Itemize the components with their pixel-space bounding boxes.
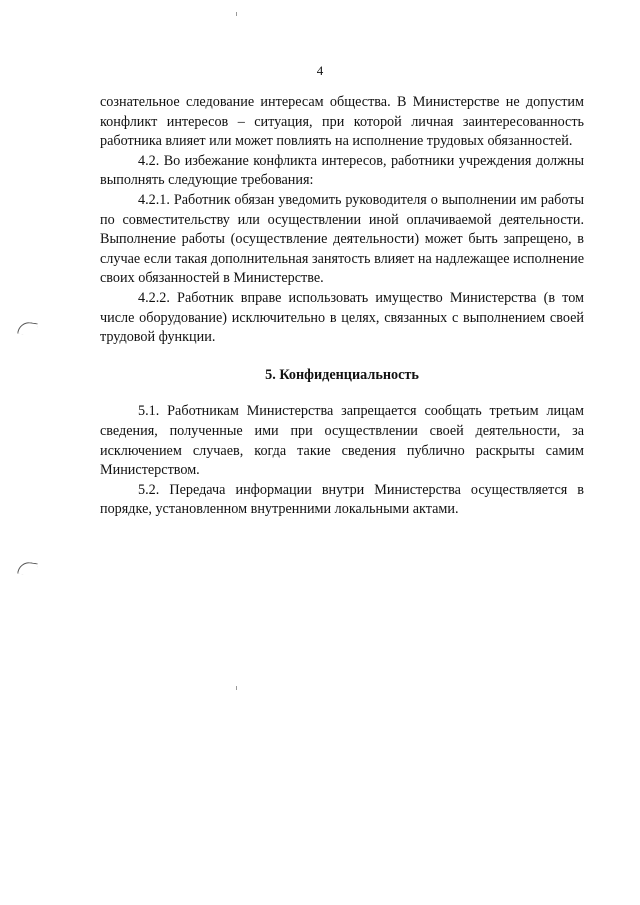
page-number: 4 xyxy=(316,63,324,78)
paragraph-continuation: сознательное следование интересам общества. В Министерстве не допустим конфликт интересов – ситуация, при которой личная заинтересованность работника влияет или может повлиять на исполнение трудовых обязанностей. xyxy=(100,94,584,150)
paragraph-4-2-2: 4.2.2. Работник вправе использовать имущество Министерства (в том числе оборудование) исключительно в целях, связанных с выполнением своей трудовой функции. xyxy=(100,289,584,346)
paragraph-5-2: 5.2. Передача информации внутри Министерства осуществляется в порядке, установленном внутренними локальными актами. xyxy=(100,481,584,518)
binder-hole-mark-upper xyxy=(17,321,38,337)
binder-hole-mark-lower xyxy=(17,561,38,577)
document-body xyxy=(100,93,584,520)
section-heading-confidentiality: 5. Конфиденциальность xyxy=(265,366,419,383)
scan-artifact-dot xyxy=(236,686,237,690)
scan-artifact-dot xyxy=(236,12,237,16)
paragraph-4-2-1: 4.2.1. Работник обязан уведомить руководителя о выполнении им работы по совместительству или осуществлении иной оплачиваемой деятельности. Выполнение работы (осуществление деятельности) может быть запрещено, в случае если такая дополнительная занятость влияет на надлежащее исполнение своих обязанностей в Министерстве. xyxy=(100,191,584,287)
paragraph-4-2: 4.2. Во избежание конфликта интересов, работники учреждения должны выполнять следующие требования: xyxy=(100,152,584,189)
paragraph-5-1: 5.1. Работникам Министерства запрещается сообщать третьим лицам сведения, полученные ими при осуществлении своей деятельности, за исключением случаев, когда такие сведения публично раскрыты самим Министерством. xyxy=(100,403,584,479)
